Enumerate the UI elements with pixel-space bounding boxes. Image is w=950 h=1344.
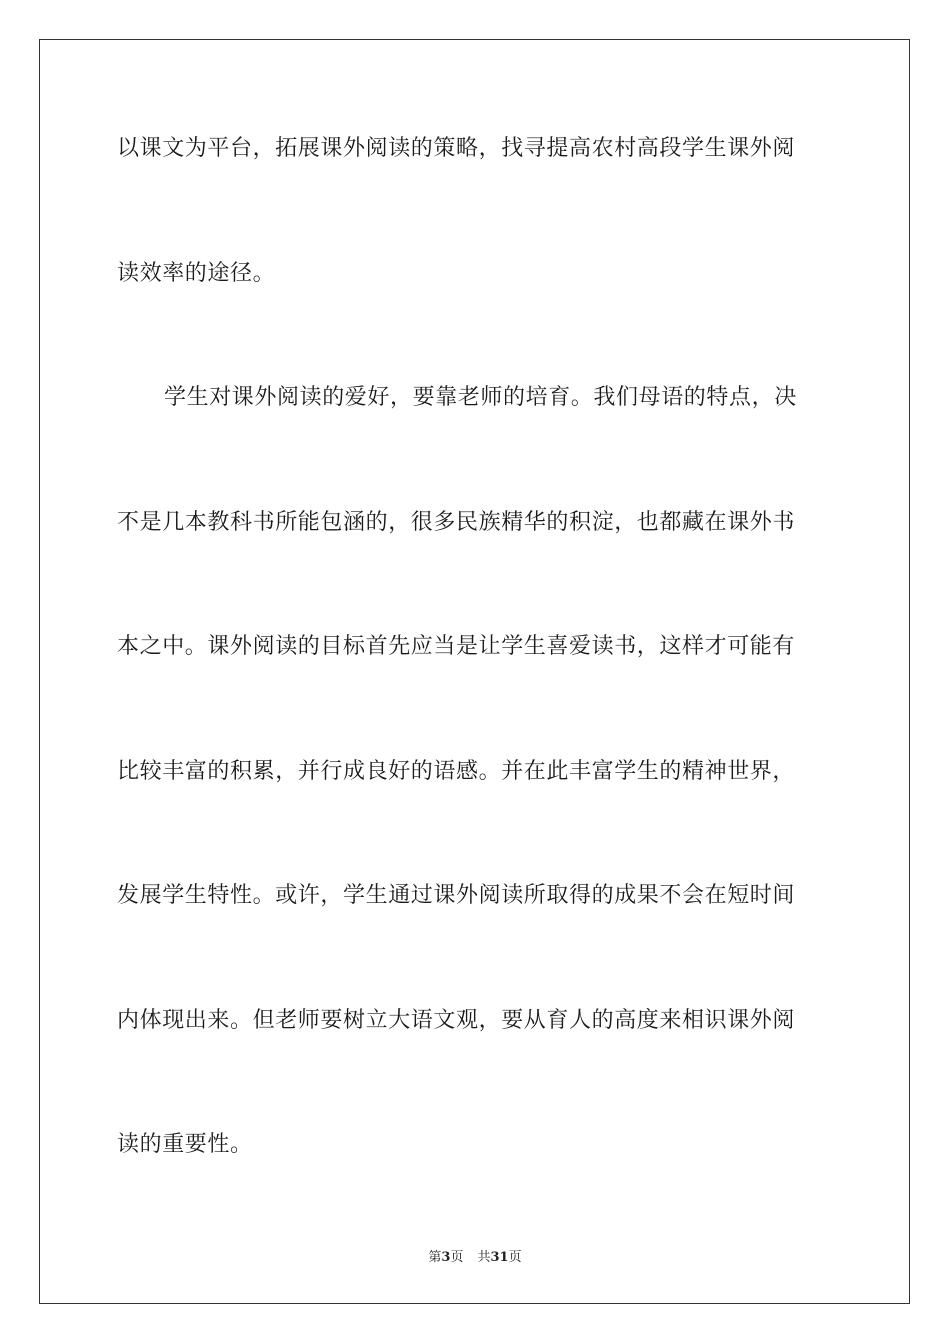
total-suffix: 页	[508, 1250, 522, 1265]
paragraph-line-indented: 学生对课外阅读的爱好，要靠老师的培育。我们母语的特点，决	[164, 385, 797, 410]
paragraph-line: 本之中。课外阅读的目标首先应当是让学生喜爱读书，这样才可能有	[117, 634, 796, 659]
paragraph-line: 读的重要性。	[117, 1132, 253, 1157]
page-suffix: 页	[450, 1250, 464, 1265]
paragraph-line: 不是几本教科书所能包涵的，很多民族精华的积淀，也都藏在课外书	[117, 510, 796, 535]
total-pages: 31	[490, 1250, 509, 1265]
paragraph-line: 以课文为平台，拓展课外阅读的策略，找寻提高农村高段学生课外阅	[117, 136, 796, 161]
paragraph-line: 内体现出来。但老师要树立大语文观，要从育人的高度来相识课外阅	[117, 1008, 796, 1033]
paragraph-line: 发展学生特性。或许，学生通过课外阅读所取得的成果不会在短时间	[117, 883, 796, 908]
paragraph-line: 比较丰富的积累，并行成良好的语感。并在此丰富学生的精神世界，	[117, 759, 796, 784]
page-border	[39, 39, 910, 1304]
page-prefix: 第	[428, 1250, 442, 1265]
page-number: 3	[441, 1250, 451, 1265]
paragraph-line: 读效率的途径。	[117, 261, 276, 286]
page-footer	[0, 1246, 950, 1265]
total-prefix: 共	[477, 1250, 491, 1265]
